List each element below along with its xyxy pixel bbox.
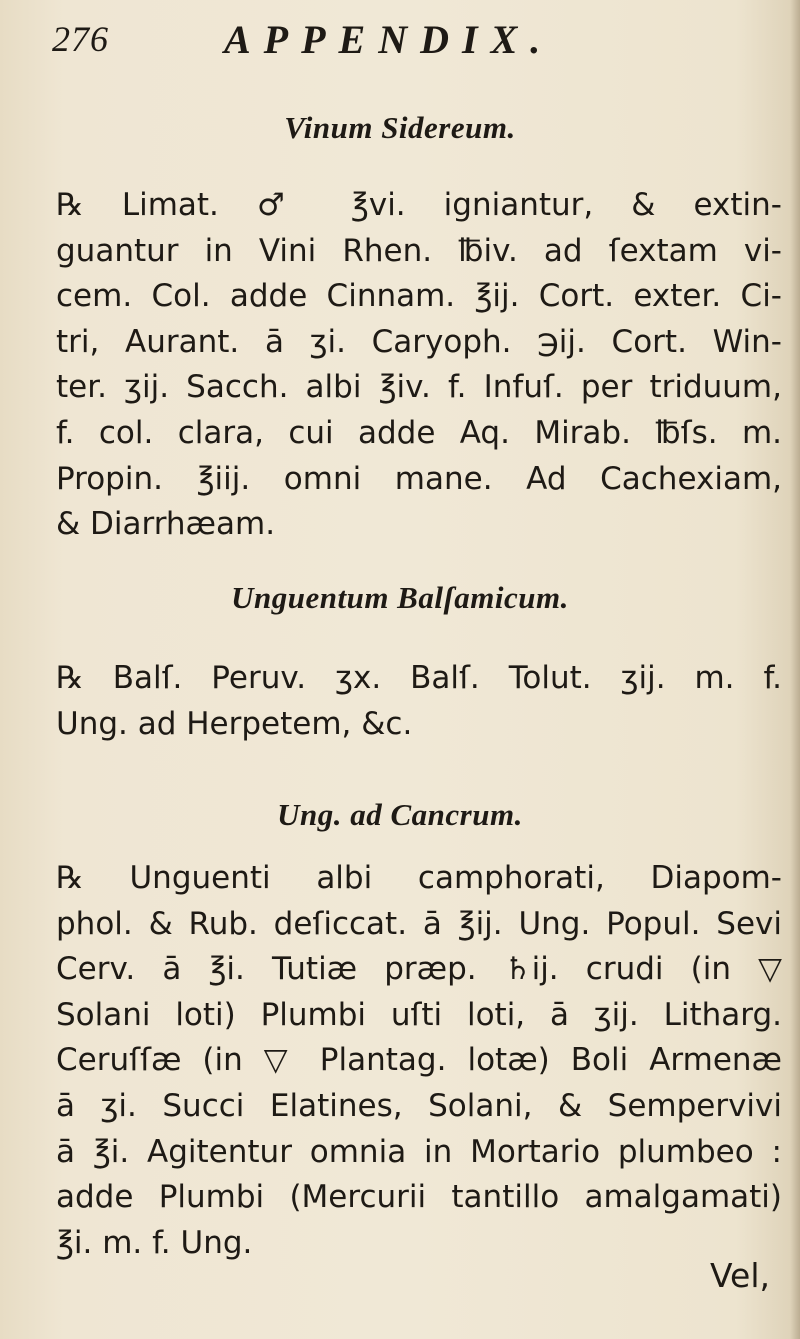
text-line: adde Plumbi (Mercurii tantillo amalgamati) bbox=[56, 1179, 782, 1216]
section-title-unguentum-balsamicum: Unguentum Balſamicum. bbox=[231, 580, 569, 615]
text-line: ℞ Unguenti albi camphorati, Diapom- bbox=[56, 860, 782, 896]
text-line: Ung. ad Herpetem, &c. bbox=[56, 705, 413, 742]
text-line: Solani loti) Plumbi uſti loti, ā ʒij. Litharg. bbox=[56, 996, 782, 1033]
text-line: phol. & Rub. deſiccat. ā ℥ij. Ung. Popul. Sevi bbox=[56, 905, 782, 942]
page-header bbox=[52, 14, 740, 64]
page-number: 276 bbox=[52, 19, 109, 59]
recipe-ung-ad-cancrum bbox=[56, 856, 782, 1266]
text-line: Cerv. ā ℥i. Tutiæ præp. ♄ij. crudi (in ▽ bbox=[56, 951, 782, 988]
text-line: tri, Aurant. ā ʒi. Caryoph. ℈ij. Cort. Win- bbox=[56, 323, 782, 360]
text-line: ā ℥i. Agitentur omnia in Mortario plumbeo : bbox=[56, 1133, 782, 1170]
text-line: ℥i. m. f. Ung. bbox=[56, 1224, 253, 1261]
text-line: Ceruſſæ (in ▽ Plantag. lotæ) Boli Armenæ bbox=[56, 1042, 782, 1079]
text-line: ℞ Limat. ♂ ℥vi. igniantur, & extin- bbox=[56, 187, 782, 223]
recipe-vinum-sidereum bbox=[56, 183, 782, 548]
text-line: ℞ Balſ. Peruv. ʒx. Balſ. Tolut. ʒij. m. f. bbox=[56, 660, 782, 696]
text-line: & Diarrhæam. bbox=[56, 506, 276, 543]
text-line: Propin. ℥iij. omni mane. Ad Cachexiam, bbox=[56, 460, 782, 497]
text-line: ā ʒi. Succi Elatines, Solani, & Sempervivi bbox=[56, 1087, 782, 1124]
text-line: guantur in Vini Rhen. ℔iv. ad ſextam vi- bbox=[56, 232, 782, 269]
text-line: ter. ʒij. Sacch. albi ℥iv. f. Infuſ. per triduum, bbox=[56, 369, 782, 406]
text-line: cem. Col. adde Cinnam. ℥ij. Cort. exter. Ci- bbox=[56, 278, 782, 315]
text-line: f. col. clara, cui adde Aq. Mirab. ℔ſs. m. bbox=[56, 414, 782, 451]
recipe-unguentum-balsamicum bbox=[56, 656, 782, 747]
page-edge-shadow bbox=[790, 0, 800, 1339]
section-title-vinum-sidereum: Vinum Sidereum. bbox=[284, 110, 516, 145]
section-title-ung-ad-cancrum: Ung. ad Cancrum. bbox=[277, 797, 523, 832]
catchword: Vel, bbox=[710, 1256, 770, 1295]
running-head: APPENDIX. bbox=[224, 17, 554, 62]
